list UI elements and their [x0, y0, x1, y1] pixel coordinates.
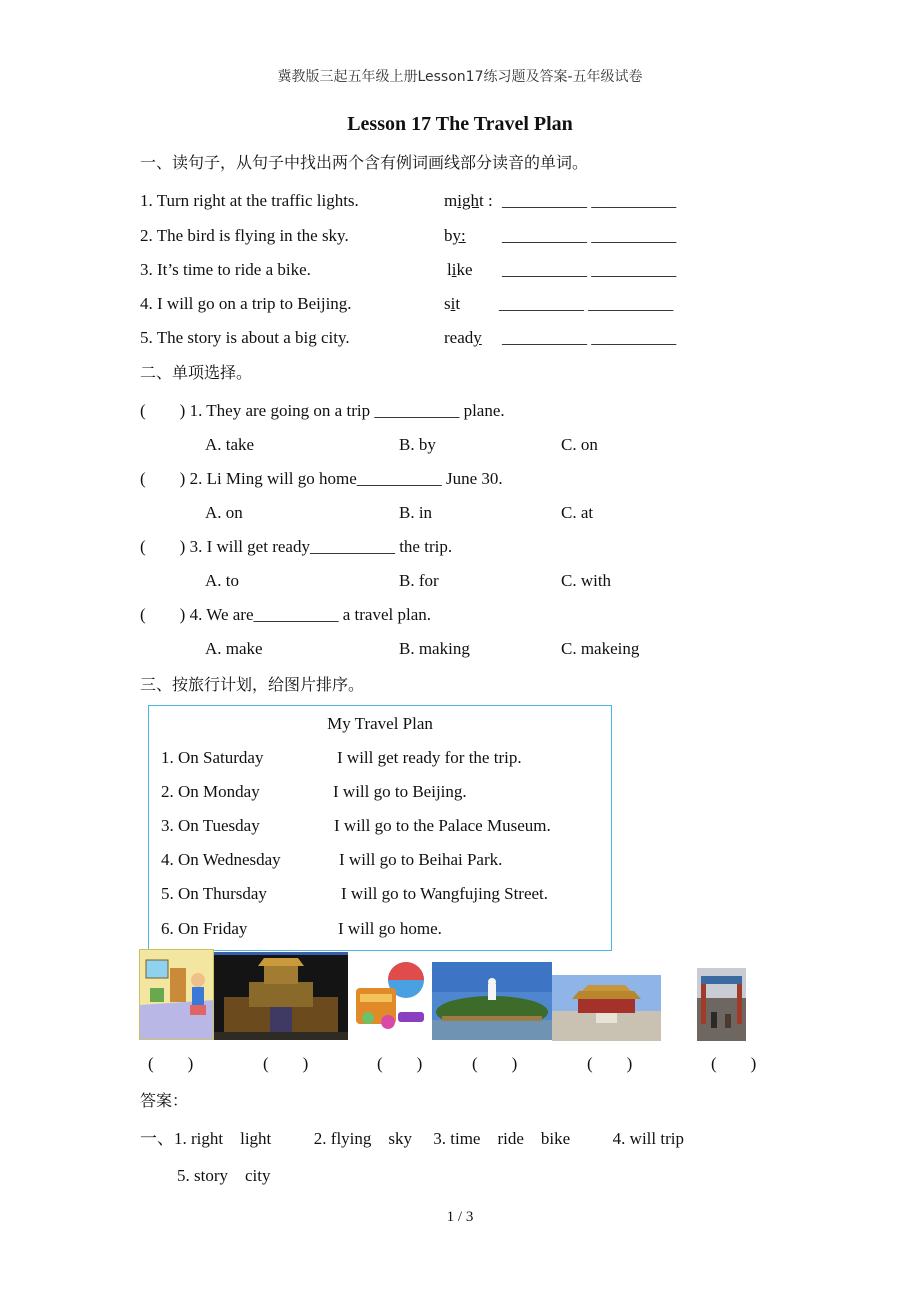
plan-activity: I will go to Beihai Park. [339, 850, 503, 869]
answers-heading: 答案： [140, 1091, 189, 1110]
section3-heading: 三、按旅行计划，给图片排序。 [140, 675, 365, 694]
option-c: C. at [561, 503, 594, 522]
answer-blanks: __________ __________ [502, 191, 677, 210]
example-word: sit [444, 294, 461, 313]
picture-beihai-park [432, 962, 552, 1040]
option-a: A. take [205, 435, 255, 454]
option-b: B. by [399, 435, 436, 454]
plan-day: 5. On Thursday [161, 884, 267, 903]
answers-line-2: 5. story city [177, 1166, 271, 1185]
order-bracket: ( ) [472, 1054, 518, 1073]
option-c: C. makeing [561, 639, 640, 658]
sentence: 3. It’s time to ride a bike. [140, 260, 311, 279]
plan-day: 3. On Tuesday [161, 816, 260, 835]
order-bracket: ( ) [148, 1054, 194, 1073]
page-header: 冀教版三起五年级上册Lesson17练习题及答案-五年级试卷 [277, 69, 643, 85]
option-a: A. on [205, 503, 243, 522]
plan-activity: I will go to Wangfujing Street. [341, 884, 549, 903]
order-bracket: ( ) [377, 1054, 423, 1073]
option-c: C. with [561, 571, 612, 590]
option-b: B. in [399, 503, 433, 522]
page-number: 1 / 3 [446, 1209, 474, 1225]
answers-line-1: 一、1. right light 2. flying sky 3. time ride bike 4. will trip [140, 1129, 684, 1148]
picture-palace-museum [552, 975, 661, 1041]
plan-day: 6. On Friday [161, 919, 248, 938]
order-bracket: ( ) [587, 1054, 633, 1073]
sentence: 5. The story is about a big city. [140, 328, 350, 347]
answer-blanks: __________ __________ [499, 294, 674, 313]
question-stem: ( ) 1. They are going on a trip __________ plane. [140, 401, 505, 420]
example-word: might : [444, 191, 493, 210]
option-b: B. for [399, 571, 439, 590]
plan-day: 4. On Wednesday [161, 850, 281, 869]
section2-heading: 二、单项选择。 [140, 363, 253, 382]
question-stem: ( ) 3. I will get ready__________ the trip. [140, 537, 453, 556]
plan-day: 1. On Saturday [161, 748, 264, 767]
picture-beijing-station [214, 952, 348, 1040]
picture-travel-suitcase [348, 958, 432, 1042]
answer-blanks: __________ __________ [502, 260, 677, 279]
plan-activity: I will go home. [338, 919, 442, 938]
sentence: 4. I will go on a trip to Beijing. [140, 294, 352, 313]
option-b: B. making [399, 639, 470, 658]
sentence: 2. The bird is flying in the sky. [140, 226, 349, 245]
plan-day: 2. On Monday [161, 782, 260, 801]
plan-activity: I will get ready for the trip. [337, 748, 522, 767]
question-stem: ( ) 4. We are__________ a travel plan. [140, 605, 432, 624]
option-c: C. on [561, 435, 598, 454]
answer-blanks: __________ __________ [502, 328, 677, 347]
example-word: like [447, 260, 473, 279]
order-bracket: ( ) [711, 1054, 757, 1073]
plan-activity: I will go to the Palace Museum. [334, 816, 551, 835]
sentence: 1. Turn right at the traffic lights. [140, 191, 359, 210]
picture-kid-packing [139, 949, 214, 1040]
answer-blanks: __________ __________ [502, 226, 677, 245]
example-word: ready [444, 328, 482, 347]
order-bracket: ( ) [263, 1054, 309, 1073]
option-a: A. to [205, 571, 239, 590]
question-stem: ( ) 2. Li Ming will go home__________ June 30. [140, 469, 503, 488]
option-a: A. make [205, 639, 263, 658]
lesson-title: Lesson 17 The Travel Plan [347, 113, 573, 135]
plan-activity: I will go to Beijing. [333, 782, 467, 801]
plan-title: My Travel Plan [327, 714, 433, 733]
picture-wangfujing-street [697, 968, 746, 1041]
example-word: by: [444, 226, 466, 245]
section1-heading: 一、读句子，从句子中找出两个含有例词画线部分读音的单词。 [140, 153, 589, 172]
